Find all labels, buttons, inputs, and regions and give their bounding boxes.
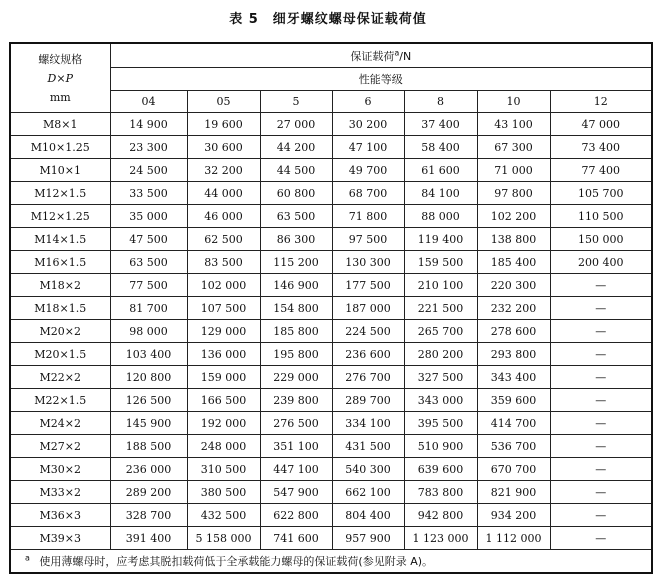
load-value-cell: 220 300 (477, 274, 550, 297)
load-value-cell: 1 123 000 (404, 527, 477, 550)
load-value-cell: 185 400 (477, 251, 550, 274)
load-value-cell: 804 400 (332, 504, 404, 527)
row-spec: M12×1.25 (10, 205, 110, 228)
grade-col-header: 8 (404, 91, 477, 113)
load-value-cell: 248 000 (187, 435, 260, 458)
load-value-cell: 232 200 (477, 297, 550, 320)
load-value-cell: 138 800 (477, 228, 550, 251)
load-value-cell: 146 900 (260, 274, 332, 297)
load-value-cell: 44 500 (260, 159, 332, 182)
load-value-cell: 154 800 (260, 297, 332, 320)
load-value-cell: 63 500 (260, 205, 332, 228)
load-value-cell: 159 500 (404, 251, 477, 274)
load-value-cell: 343 000 (404, 389, 477, 412)
load-value-cell: 276 700 (332, 366, 404, 389)
table-row (10, 366, 652, 389)
row-spec: M10×1 (10, 159, 110, 182)
load-value-cell: 14 900 (110, 113, 187, 136)
load-value-cell: 98 000 (110, 320, 187, 343)
table-row (10, 435, 652, 458)
load-value-cell: 328 700 (110, 504, 187, 527)
load-value-cell: 103 400 (110, 343, 187, 366)
grade-col-header: 05 (187, 91, 260, 113)
load-value-cell: 73 400 (550, 136, 652, 159)
load-value-cell: 195 800 (260, 343, 332, 366)
load-value-cell: 58 400 (404, 136, 477, 159)
load-value-cell: 200 400 (550, 251, 652, 274)
load-value-cell: — (550, 527, 652, 550)
load-value-cell: 77 500 (110, 274, 187, 297)
load-value-cell: 210 100 (404, 274, 477, 297)
load-value-cell: 71 800 (332, 205, 404, 228)
load-value-cell: — (550, 412, 652, 435)
load-value-cell: 334 100 (332, 412, 404, 435)
grade-col-header: 6 (332, 91, 404, 113)
load-value-cell: 97 800 (477, 182, 550, 205)
grade-col-header: 5 (260, 91, 332, 113)
load-value-cell: 343 400 (477, 366, 550, 389)
load-value-cell: — (550, 481, 652, 504)
row-spec: M27×2 (10, 435, 110, 458)
load-value-cell: — (550, 435, 652, 458)
load-value-cell: — (550, 343, 652, 366)
load-value-cell: 187 000 (332, 297, 404, 320)
load-value-cell: 136 000 (187, 343, 260, 366)
load-value-cell: 30 600 (187, 136, 260, 159)
load-value-cell: 327 500 (404, 366, 477, 389)
load-value-cell: 159 000 (187, 366, 260, 389)
load-value-cell: 236 600 (332, 343, 404, 366)
table-row (10, 205, 652, 228)
table-body (10, 113, 652, 550)
row-spec: M33×2 (10, 481, 110, 504)
load-value-cell: 289 200 (110, 481, 187, 504)
load-value-cell: 166 500 (187, 389, 260, 412)
load-value-cell: 119 400 (404, 228, 477, 251)
load-value-cell: 351 100 (260, 435, 332, 458)
load-value-cell: 61 600 (404, 159, 477, 182)
load-value-cell: 105 700 (550, 182, 652, 205)
load-value-cell: 310 500 (187, 458, 260, 481)
load-value-cell: — (550, 389, 652, 412)
table-row (10, 297, 652, 320)
load-value-cell: 97 500 (332, 228, 404, 251)
load-value-cell: 934 200 (477, 504, 550, 527)
load-value-cell: 86 300 (260, 228, 332, 251)
proof-load-table (9, 42, 653, 574)
row-spec: M18×1.5 (10, 297, 110, 320)
load-value-cell: 276 500 (260, 412, 332, 435)
load-value-cell: 110 500 (550, 205, 652, 228)
load-value-cell: 1 112 000 (477, 527, 550, 550)
load-value-cell: 293 800 (477, 343, 550, 366)
load-value-cell: 670 700 (477, 458, 550, 481)
load-value-cell: 27 000 (260, 113, 332, 136)
row-spec: M20×1.5 (10, 343, 110, 366)
row-spec: M39×3 (10, 527, 110, 550)
grade-header: 性能等级 (110, 68, 652, 91)
load-value-cell: 35 000 (110, 205, 187, 228)
row-spec: M8×1 (10, 113, 110, 136)
load-value-cell: 60 800 (260, 182, 332, 205)
spec-header-label: 螺纹规格 (38, 52, 83, 66)
load-value-cell: 639 600 (404, 458, 477, 481)
row-spec: M16×1.5 (10, 251, 110, 274)
load-value-cell: 30 200 (332, 113, 404, 136)
load-value-cell: 177 500 (332, 274, 404, 297)
table-footnote (10, 550, 652, 574)
table-row (10, 159, 652, 182)
load-value-cell: 44 200 (260, 136, 332, 159)
load-value-cell: 126 500 (110, 389, 187, 412)
grade-col-header: 12 (550, 91, 652, 113)
load-value-cell: — (550, 297, 652, 320)
load-value-cell: 185 800 (260, 320, 332, 343)
load-value-cell: 24 500 (110, 159, 187, 182)
load-value-cell: 49 700 (332, 159, 404, 182)
load-value-cell: 46 000 (187, 205, 260, 228)
table-row (10, 504, 652, 527)
load-value-cell: 102 200 (477, 205, 550, 228)
row-spec: M24×2 (10, 412, 110, 435)
load-value-cell: 63 500 (110, 251, 187, 274)
load-value-cell: 359 600 (477, 389, 550, 412)
spec-header-symbol: D×P (47, 71, 73, 85)
load-value-cell: 741 600 (260, 527, 332, 550)
load-value-cell: 44 000 (187, 182, 260, 205)
load-value-cell: 83 500 (187, 251, 260, 274)
load-value-cell: 239 800 (260, 389, 332, 412)
load-value-cell: 84 100 (404, 182, 477, 205)
load-value-cell: 536 700 (477, 435, 550, 458)
load-value-cell: 278 600 (477, 320, 550, 343)
load-value-cell: 130 300 (332, 251, 404, 274)
table-row (10, 412, 652, 435)
grade-col-header: 10 (477, 91, 550, 113)
load-value-cell: 43 100 (477, 113, 550, 136)
table-row (10, 389, 652, 412)
table-row (10, 136, 652, 159)
footnote-text: 使用薄螺母时，应考虑其脱扣载荷低于全承载能力螺母的保证载荷(参见附录 A)。 (39, 555, 434, 568)
load-value-cell: 547 900 (260, 481, 332, 504)
load-value-cell: 47 500 (110, 228, 187, 251)
load-value-cell: — (550, 504, 652, 527)
load-value-cell: 67 300 (477, 136, 550, 159)
load-value-cell: 431 500 (332, 435, 404, 458)
load-value-cell: 77 400 (550, 159, 652, 182)
load-value-cell: 391 400 (110, 527, 187, 550)
load-value-cell: 236 000 (110, 458, 187, 481)
row-spec: M20×2 (10, 320, 110, 343)
table-row (10, 458, 652, 481)
load-header-unit: /N (399, 49, 412, 63)
load-value-cell: — (550, 458, 652, 481)
load-value-cell: 71 000 (477, 159, 550, 182)
load-value-cell: 107 500 (187, 297, 260, 320)
table-row (10, 251, 652, 274)
load-value-cell: 821 900 (477, 481, 550, 504)
load-value-cell: 47 000 (550, 113, 652, 136)
load-value-cell: 432 500 (187, 504, 260, 527)
load-value-cell: 33 500 (110, 182, 187, 205)
load-value-cell: 395 500 (404, 412, 477, 435)
load-value-cell: 192 000 (187, 412, 260, 435)
table-row (10, 481, 652, 504)
row-spec: M14×1.5 (10, 228, 110, 251)
load-value-cell: 145 900 (110, 412, 187, 435)
load-value-cell: 115 200 (260, 251, 332, 274)
row-spec: M22×2 (10, 366, 110, 389)
load-value-cell: 37 400 (404, 113, 477, 136)
table-row (10, 182, 652, 205)
footnote-mark: a (25, 553, 30, 563)
load-value-cell: 622 800 (260, 504, 332, 527)
load-value-cell: 19 600 (187, 113, 260, 136)
load-value-cell: 289 700 (332, 389, 404, 412)
load-value-cell: 120 800 (110, 366, 187, 389)
row-spec: M30×2 (10, 458, 110, 481)
row-spec: M10×1.25 (10, 136, 110, 159)
load-value-cell: 102 000 (187, 274, 260, 297)
spec-header-unit: mm (49, 90, 71, 104)
load-value-cell: 447 100 (260, 458, 332, 481)
load-value-cell: 62 500 (187, 228, 260, 251)
load-value-cell: 88 000 (404, 205, 477, 228)
load-value-cell: 662 100 (332, 481, 404, 504)
load-value-cell: 129 000 (187, 320, 260, 343)
load-value-cell: 150 000 (550, 228, 652, 251)
table-row (10, 274, 652, 297)
table-title: 表 5 细牙螺纹螺母保证载荷值 (229, 12, 427, 27)
load-header-label: 保证载荷 (350, 49, 395, 63)
load-value-cell: 32 200 (187, 159, 260, 182)
load-value-cell: 957 900 (332, 527, 404, 550)
load-value-cell: 380 500 (187, 481, 260, 504)
load-value-cell: 540 300 (332, 458, 404, 481)
spec-header (10, 43, 110, 113)
load-value-cell: — (550, 320, 652, 343)
load-value-cell: 265 700 (404, 320, 477, 343)
row-spec: M18×2 (10, 274, 110, 297)
table-row (10, 228, 652, 251)
table-row (10, 320, 652, 343)
load-value-cell: 81 700 (110, 297, 187, 320)
load-value-cell: 942 800 (404, 504, 477, 527)
load-value-cell: 188 500 (110, 435, 187, 458)
row-spec: M22×1.5 (10, 389, 110, 412)
load-header (110, 43, 652, 68)
table-row (10, 343, 652, 366)
load-value-cell: — (550, 366, 652, 389)
load-value-cell: 224 500 (332, 320, 404, 343)
load-value-cell: 68 700 (332, 182, 404, 205)
load-value-cell: 280 200 (404, 343, 477, 366)
load-value-cell: 5 158 000 (187, 527, 260, 550)
table-row (10, 527, 652, 550)
load-value-cell: — (550, 274, 652, 297)
load-header-footnote-mark: a (394, 47, 400, 57)
row-spec: M36×3 (10, 504, 110, 527)
row-spec: M12×1.5 (10, 182, 110, 205)
load-value-cell: 221 500 (404, 297, 477, 320)
load-value-cell: 47 100 (332, 136, 404, 159)
load-value-cell: 510 900 (404, 435, 477, 458)
load-value-cell: 414 700 (477, 412, 550, 435)
grade-col-header: 04 (110, 91, 187, 113)
load-value-cell: 23 300 (110, 136, 187, 159)
load-value-cell: 229 000 (260, 366, 332, 389)
table-row (10, 113, 652, 136)
load-value-cell: 783 800 (404, 481, 477, 504)
